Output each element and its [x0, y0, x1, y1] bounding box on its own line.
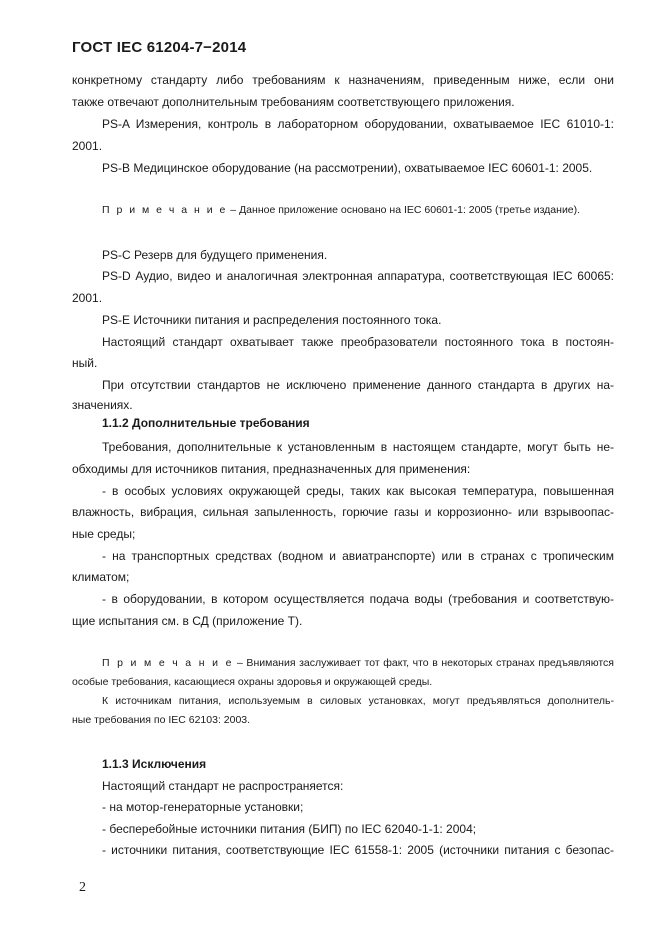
- text-line: - в особых условиях окружающей среды, таких как высокая температура, повышенная: [102, 484, 614, 498]
- text-line: 2001.: [72, 139, 103, 153]
- note-text: – Внимания заслуживает тот факт, что в некоторых странах предъявляются: [233, 657, 614, 669]
- text-line: влажность, вибрация, сильная запыленность, горючие газы и коррозионно- или взрывоопас-: [72, 505, 614, 519]
- note-line: К источникам питания, используемым в силовых установках, могут предъявляться дополнитель-: [102, 695, 614, 707]
- section-heading-1-1-2: 1.1.2 Дополнительные требования: [102, 416, 310, 430]
- page-header: ГОСТ IEC 61204-7−2014: [72, 39, 247, 56]
- page-number: 2: [79, 880, 86, 895]
- text-line: климатом;: [72, 570, 130, 584]
- text-line: Требования, дополнительные к установленным в настоящем стандарте, могут быть не-: [102, 440, 614, 454]
- note-1: [102, 203, 580, 217]
- note-line: ные требования по IEC 62103: 2003.: [72, 714, 251, 726]
- text-line: PS-D Аудио, видео и аналогичная электронная аппаратура, соответствующая IEC 60065:: [102, 269, 614, 283]
- text-line: Настоящий стандарт не распространяется:: [102, 779, 344, 793]
- text-line: PS-B Медицинское оборудование (на рассмотрении), охватываемое IEC 60601-1: 2005.: [102, 161, 593, 175]
- text-line: - на транспортных средствах (водном и авиатранспорте) или в странах с тропическим: [102, 549, 614, 563]
- text-line: также отвечают дополнительным требованиям соответствующего приложения.: [72, 95, 515, 109]
- section-heading-1-1-3: 1.1.3 Исключения: [102, 757, 207, 771]
- text-line: - бесперебойные источники питания (БИП) по IEC 62040-1-1: 2004;: [102, 822, 477, 836]
- text-line: Настоящий стандарт охватывает также преобразователи постоянного тока в постоян-: [102, 335, 614, 349]
- text-line: значениях.: [72, 398, 133, 412]
- text-line: При отсутствии стандартов не исключено применение данного стандарта в других на-: [102, 378, 614, 392]
- text-line: 2001.: [72, 291, 103, 305]
- text-line: PS-A Измерения, контроль в лабораторном оборудовании, охватываемое IEC 61010-1:: [102, 117, 614, 131]
- note-2: [102, 656, 614, 670]
- text-line: ные среды;: [72, 527, 136, 541]
- note-label: П р и м е ч а н и е: [102, 204, 228, 216]
- text-line: ный.: [72, 356, 98, 370]
- note-label: П р и м е ч а н и е: [102, 657, 234, 669]
- text-line: - источники питания, соответствующие IEC 61558-1: 2005 (источники питания с безопас-: [102, 843, 614, 857]
- text-line: обходимы для источников питания, предназначенных для применения:: [72, 462, 471, 476]
- note-text: – Данное приложение основано на IEC 60601-1: 2005 (третье издание).: [227, 204, 581, 216]
- text-line: - в оборудовании, в котором осуществляется подача воды (требования и соответствую-: [102, 592, 614, 606]
- text-line: конкретному стандарту либо требованиям к назначениям, приведенным ниже, если они: [72, 73, 614, 87]
- text-line: PS-C Резерв для будущего применения.: [102, 248, 328, 262]
- text-line: - на мотор-генераторные установки;: [102, 800, 304, 814]
- note-line: особые требования, касающиеся охраны здоровья и окружающей среды.: [72, 676, 433, 688]
- text-line: щие испытания см. в СД (приложение Т).: [72, 614, 303, 628]
- text-line: PS-E Источники питания и распределения постоянного тока.: [102, 313, 442, 327]
